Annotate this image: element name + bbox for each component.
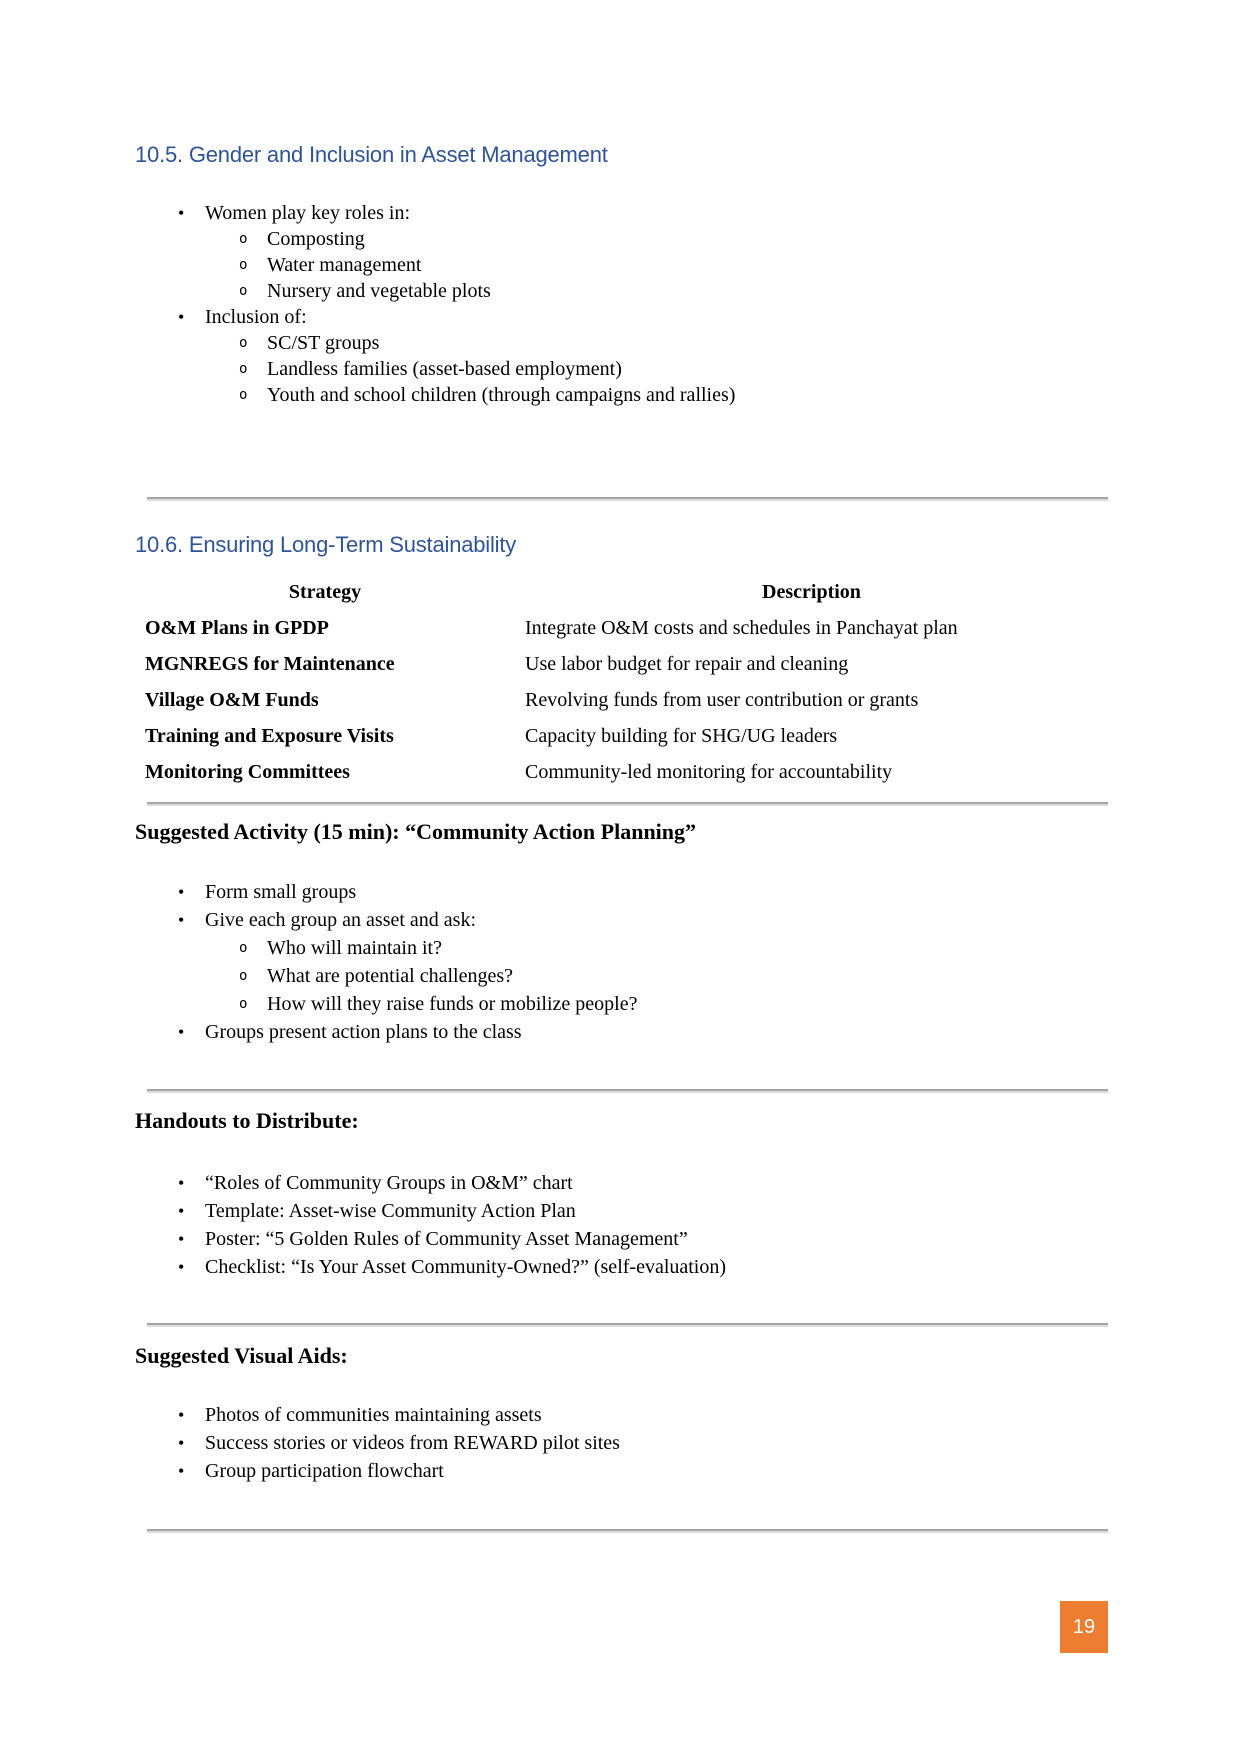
description-cell: Use labor budget for repair and cleaning bbox=[525, 653, 849, 675]
list-item bbox=[135, 934, 1108, 962]
circle-bullet-icon: o bbox=[239, 231, 248, 247]
list-item bbox=[135, 252, 1108, 278]
list-item bbox=[135, 1169, 1108, 1197]
table-header-cell: Strategy bbox=[288, 581, 362, 603]
strategy-cell: Village O&M Funds bbox=[145, 689, 319, 711]
list-item-text: What are potential challenges? bbox=[267, 965, 513, 987]
list-item bbox=[135, 382, 1108, 408]
circle-bullet-icon: o bbox=[239, 996, 248, 1012]
list-item-text: How will they raise funds or mobilize people? bbox=[267, 993, 638, 1015]
circle-bullet-icon: o bbox=[239, 387, 248, 403]
strategy-cell: O&M Plans in GPDP bbox=[145, 617, 329, 639]
list-item bbox=[135, 1457, 1108, 1485]
section-heading-10-5: 10.5. Gender and Inclusion in Asset Management bbox=[135, 142, 608, 167]
list-item bbox=[135, 1197, 1108, 1225]
list-item bbox=[135, 1018, 1108, 1046]
page-number: 19 bbox=[1072, 1615, 1096, 1638]
handouts-list bbox=[135, 1169, 1108, 1281]
list-item-text: Composting bbox=[267, 228, 365, 250]
list-item-text: Checklist: “Is Your Asset Community-Owned?” (self-evaluation) bbox=[205, 1256, 727, 1278]
list-item bbox=[135, 304, 1108, 330]
sustainability-table bbox=[135, 574, 1108, 790]
section-divider bbox=[147, 497, 1108, 501]
description-cell: Revolving funds from user contribution or grants bbox=[525, 689, 919, 711]
list-item bbox=[135, 278, 1108, 304]
section-divider bbox=[147, 1529, 1108, 1533]
disc-bullet-icon: • bbox=[178, 1461, 185, 1481]
list-item bbox=[135, 200, 1108, 226]
list-item-text: SC/ST groups bbox=[267, 332, 380, 354]
disc-bullet-icon: • bbox=[178, 1433, 185, 1453]
description-cell: Capacity building for SHG/UG leaders bbox=[525, 725, 838, 747]
description-cell: Integrate O&M costs and schedules in Panchayat plan bbox=[525, 617, 958, 639]
section-heading-10-6: 10.6. Ensuring Long-Term Sustainability bbox=[135, 532, 517, 557]
list-item-text: Youth and school children (through campaigns and rallies) bbox=[267, 384, 736, 406]
list-item bbox=[135, 906, 1108, 934]
list-item-text: Poster: “5 Golden Rules of Community Asset Management” bbox=[205, 1228, 688, 1250]
list-item bbox=[135, 356, 1108, 382]
section-divider bbox=[147, 1089, 1108, 1093]
list-item-text: Water management bbox=[267, 254, 422, 276]
strategy-cell: MGNREGS for Maintenance bbox=[145, 653, 395, 675]
disc-bullet-icon: • bbox=[178, 882, 185, 902]
list-item bbox=[135, 962, 1108, 990]
list-item bbox=[135, 226, 1108, 252]
disc-bullet-icon: • bbox=[178, 1229, 185, 1249]
circle-bullet-icon: o bbox=[239, 257, 248, 273]
strategy-cell: Training and Exposure Visits bbox=[145, 725, 394, 747]
list-item-text: Template: Asset-wise Community Action Plan bbox=[205, 1200, 576, 1222]
disc-bullet-icon: • bbox=[178, 1257, 185, 1277]
circle-bullet-icon: o bbox=[239, 283, 248, 299]
disc-bullet-icon: • bbox=[178, 1405, 185, 1425]
disc-bullet-icon: • bbox=[178, 1173, 185, 1193]
strategy-cell: Monitoring Committees bbox=[145, 761, 350, 783]
activity-list bbox=[135, 878, 1108, 1046]
list-item-text: Nursery and vegetable plots bbox=[267, 280, 491, 302]
list-item-text: Inclusion of: bbox=[205, 306, 307, 328]
list-item-text: “Roles of Community Groups in O&M” chart bbox=[205, 1172, 573, 1194]
list-item-text: Give each group an asset and ask: bbox=[205, 909, 477, 931]
list-item-text: Photos of communities maintaining assets bbox=[205, 1404, 542, 1426]
circle-bullet-icon: o bbox=[239, 361, 248, 377]
list-item bbox=[135, 1253, 1108, 1281]
description-cell: Community-led monitoring for accountability bbox=[525, 761, 893, 783]
list-item-text: Landless families (asset-based employment) bbox=[267, 358, 622, 380]
disc-bullet-icon: • bbox=[178, 307, 185, 327]
suggested-activity-heading: Suggested Activity (15 min): “Community Action Planning” bbox=[135, 819, 697, 844]
gender-inclusion-list bbox=[135, 200, 1108, 408]
disc-bullet-icon: • bbox=[178, 1022, 185, 1042]
handouts-heading: Handouts to Distribute: bbox=[135, 1108, 359, 1133]
page-number-badge bbox=[1060, 1601, 1108, 1653]
list-item-text: Who will maintain it? bbox=[267, 937, 442, 959]
table-header-cell: Description bbox=[762, 581, 861, 603]
disc-bullet-icon: • bbox=[178, 1201, 185, 1221]
list-item-text: Group participation flowchart bbox=[205, 1460, 444, 1482]
visual-aids-list bbox=[135, 1401, 1108, 1485]
section-divider bbox=[147, 1323, 1108, 1327]
circle-bullet-icon: o bbox=[239, 968, 248, 984]
list-item-text: Success stories or videos from REWARD pilot sites bbox=[205, 1432, 620, 1454]
disc-bullet-icon: • bbox=[178, 910, 185, 930]
list-item-text: Form small groups bbox=[205, 881, 357, 903]
disc-bullet-icon: • bbox=[178, 203, 185, 223]
list-item bbox=[135, 1225, 1108, 1253]
list-item bbox=[135, 990, 1108, 1018]
section-divider bbox=[147, 802, 1108, 806]
list-item bbox=[135, 1429, 1108, 1457]
list-item-text: Women play key roles in: bbox=[205, 202, 411, 224]
circle-bullet-icon: o bbox=[239, 335, 248, 351]
page-content bbox=[135, 0, 1108, 1533]
list-item-text: Groups present action plans to the class bbox=[205, 1021, 522, 1043]
list-item bbox=[135, 1401, 1108, 1429]
list-item bbox=[135, 878, 1108, 906]
list-item bbox=[135, 330, 1108, 356]
visual-aids-heading: Suggested Visual Aids: bbox=[135, 1343, 348, 1368]
circle-bullet-icon: o bbox=[239, 940, 248, 956]
